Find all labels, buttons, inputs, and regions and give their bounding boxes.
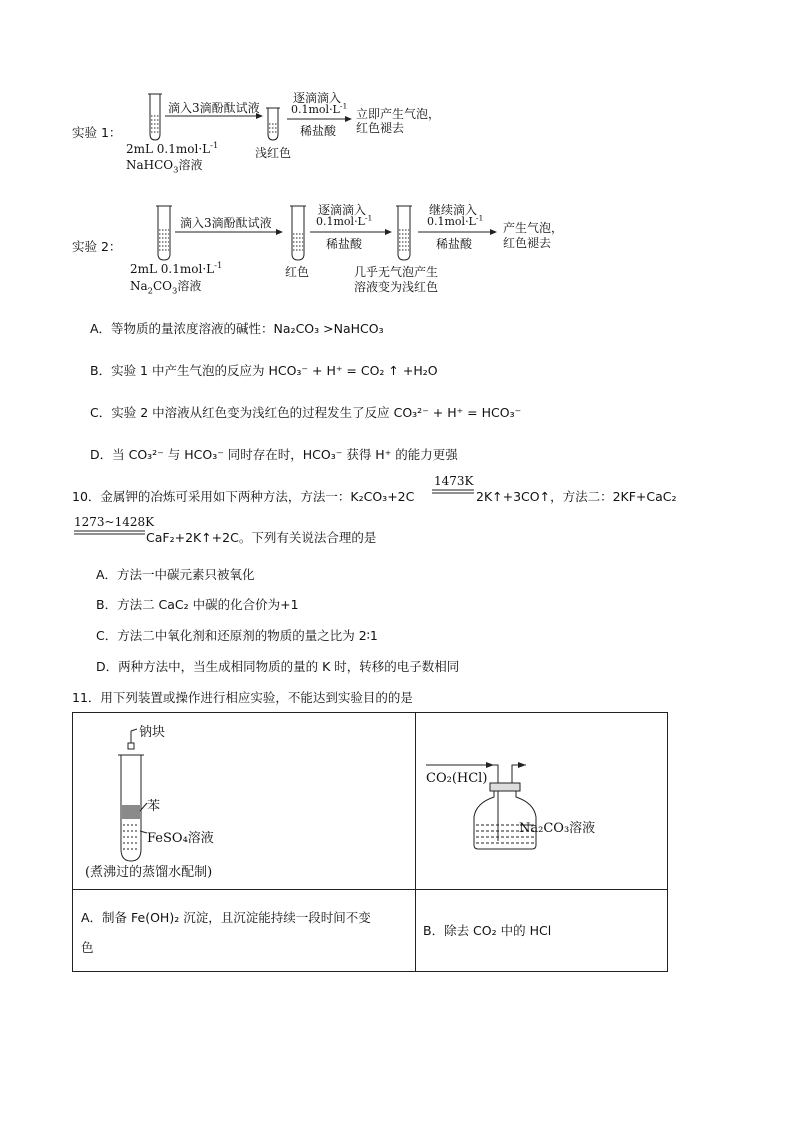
- q11-stem: 11．用下列装置或操作进行相应实验，不能达到实验目的的是: [72, 690, 413, 705]
- q9-option-b: B．实验 1 中产生气泡的反应为 HCO₃⁻ + H⁺ = CO₂ ↑ +H₂O: [90, 363, 438, 378]
- option-a-cell: [81, 903, 401, 963]
- option-b-cell: B．除去 CO₂ 中的 HCl: [423, 923, 552, 938]
- figure-a-sodium-label: 钠块: [139, 725, 166, 740]
- option-a-text-1: A．制备 Fe(OH)₂ 沉淀，且沉淀能持续一段时间不变: [81, 910, 371, 925]
- figure-a-benzene-label: 苯: [147, 799, 161, 814]
- q10-stem-2: 2K↑+3CO↑，方法二：2KF+CaC₂: [476, 489, 677, 504]
- exp2-tube3-caption-1: 几乎无气泡产生: [354, 265, 439, 279]
- exp2-result-1: 产生气泡，: [503, 221, 564, 235]
- exp2-step3-bottom: 稀盐酸: [436, 237, 473, 251]
- option-a-text-2: 色: [81, 940, 94, 955]
- exp2-result-2: 红色褪去: [503, 236, 552, 250]
- q10-option-d: D．两种方法中，当生成相同物质的量的 K 时，转移的电子数相同: [96, 659, 460, 674]
- exp1-step1-text: 滴入3滴酚酞试液: [168, 101, 260, 115]
- exp1-step2-top2: $0.1mol\cdot L^{-1}$: [291, 101, 348, 116]
- exp1-result-2: 红色褪去: [356, 121, 405, 135]
- exp1-result-1: 立即产生气泡，: [356, 107, 441, 121]
- figure-a-solution-label: FeSO₄溶液: [147, 831, 214, 846]
- q9-option-a: A．等物质的量浓度溶液的碱性：Na₂CO₃ >NaHCO₃: [90, 321, 384, 336]
- exp2-tube1-caption-1: 2mL $0.1mol\cdot L^{-1}$: [130, 260, 223, 276]
- exp2-step2-bottom: 稀盐酸: [326, 237, 363, 251]
- q10-condition-2: 1273~1428K: [74, 515, 155, 529]
- exp2-label: 实验 2：: [72, 239, 122, 254]
- q10-option-a: A．方法一中碳元素只被氧化: [96, 567, 255, 582]
- exp1-step2-top1: 逐滴滴入: [293, 91, 342, 105]
- benzene-layer: [122, 805, 140, 819]
- exp1-label: 实验 1：: [72, 125, 122, 140]
- table-divider-horizontal: [73, 889, 667, 890]
- q10-option-b: B．方法二 CaC₂ 中碳的化合价为+1: [96, 597, 299, 612]
- q10-condition-1: 1473K: [434, 474, 474, 488]
- q10-eq-lines: [0, 0, 794, 540]
- exp2-tube3-caption-2: 溶液变为浅红色: [354, 280, 439, 294]
- exp2-step3-top1: 继续滴入: [429, 203, 478, 217]
- figure-b-gas-label: CO₂(HCl): [426, 771, 488, 786]
- q10-stem-3: CaF₂+2K↑+2C。下列有关说法合理的是: [146, 530, 377, 545]
- q10-option-c: C．方法二中氧化剂和还原剂的物质的量之比为 2∶1: [96, 628, 378, 643]
- exp1-step2-bottom: 稀盐酸: [300, 124, 337, 138]
- q10-stem-1: 10．金属钾的冶炼可采用如下两种方法，方法一：K₂CO₃+2C: [72, 489, 415, 504]
- exp2-tube1-caption-2: $Na_2CO_3$溶液: [130, 279, 202, 296]
- figure-b-apparatus: [416, 713, 668, 889]
- exp2-step1-text: 滴入3滴酚酞试液: [180, 216, 272, 230]
- exp2-step3-top2: $0.1mol\cdot L^{-1}$: [427, 213, 484, 228]
- exp1-tube1-caption-1: 2mL $0.1mol\cdot L^{-1}$: [126, 140, 219, 156]
- q9-option-c: C．实验 2 中溶液从红色变为浅红色的过程发生了反应 CO₃²⁻ + H⁺ = HCO₃⁻: [90, 405, 522, 420]
- exp1-tube2-caption: 浅红色: [255, 146, 292, 160]
- exp2-step2-top2: $0.1mol\cdot L^{-1}$: [316, 213, 373, 228]
- sodium-block-icon: [128, 743, 134, 749]
- exp2-tube2-caption: 红色: [285, 265, 310, 279]
- q11-table: [72, 712, 668, 972]
- exp1-tube1-caption-2: NaHCO$_3$溶液: [126, 158, 203, 175]
- q9-option-d: D．当 CO₃²⁻ 与 HCO₃⁻ 同时存在时，HCO₃⁻ 获得 H⁺ 的能力更强: [90, 447, 458, 462]
- exp2-step2-top1: 逐滴滴入: [318, 203, 367, 217]
- figure-b-solution-label: Na₂CO₃溶液: [519, 821, 596, 836]
- figure-a-note: (煮沸过的蒸馏水配制): [85, 865, 213, 880]
